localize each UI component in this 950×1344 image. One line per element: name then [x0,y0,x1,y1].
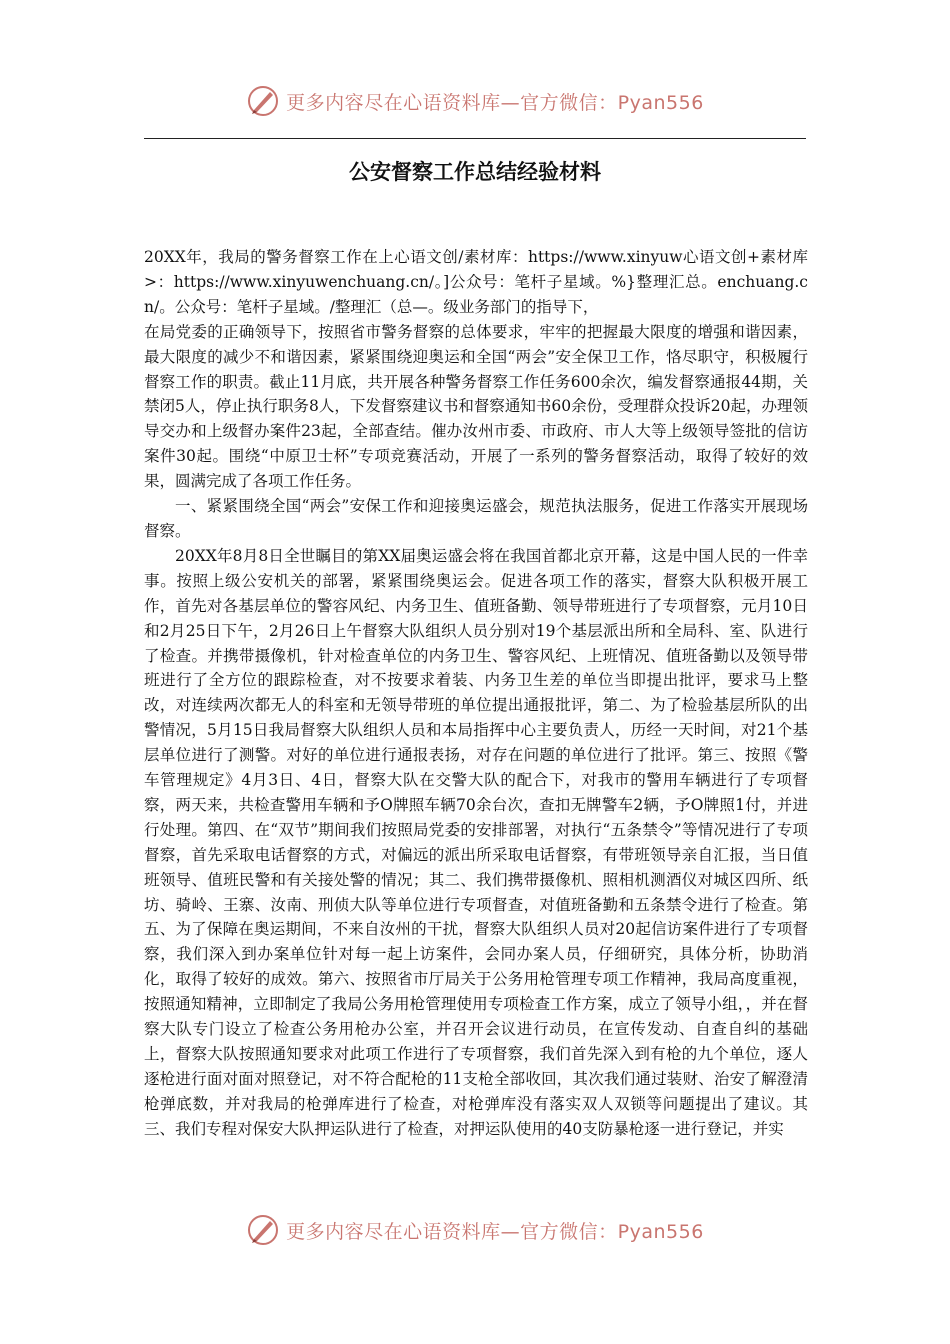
paragraph: 在局党委的正确领导下，按照省市警务督察的总体要求，牢牢的把握最大限度的增强和谐因素，最大限度的减少不和谐因素，紧紧围绕迎奥运和全国“两会”安全保卫工作，恪尽职守，积极履行督察工作的职责。截止11月底，共开展各种警务督察工作任务600余次，编发督察通报44期，关禁闭5人，停止执行职务8人，下发督察建议书和督察通知书60余份，受理群众投诉20起，办理领导交办和上级督办案件23起，全部查结。催办汝州市委、市政府、市人大等上级领导签批的信访案件30起。围绕“中原卫士杯”专项竞赛活动，开展了一系列的警务督察活动，取得了较好的效果，圆满完成了各项工作任务。 [144,322,808,491]
watermark-header [0,84,950,118]
header-divider [144,138,806,139]
watermark-footer [0,1213,950,1247]
section-heading: 一、紧紧围绕全国“两会”安保工作和迎接奥运盛会，规范执法服务，促进工作落实开展现场督察。 [144,497,808,540]
pen-logo-icon [246,1213,280,1247]
paragraph: 20XX年8月8日全世瞩目的第XX届奥运盛会将在我国首都北京开幕，这是中国人民的一件幸事。按照上级公安机关的部署，紧紧围绕奥运会。促进各项工作的落实，督察大队积极开展工作，首先对各基层单位的警容风纪、内务卫生、值班备勤、领导带班进行了专项督察，元月10日和2月25日下午，2月26日上午督察大队组织人员分别对19个基层派出所和全局科、室、队进行了检查。并携带摄像机，针对检查单位的内务卫生、警容风纪、上班情况、值班备勤以及领导带班进行了全方位的跟踪检查，对不按要求着装、内务卫生差的单位当即提出批评，要求马上整改，对连续两次都无人的科室和无领导带班的单位提出通报批评，第二、为了检验基层所队的出警情况，5月15日我局督察大队组织人员和本局指挥中心主要负责人，历经一天时间，对21个基层单位进行了测警。对好的单位进行通报表扬，对存在问题的单位进行了批评。第三、按照《警车管理规定》4月3日、4日，督察大队在交警大队的配合下，对我市的警用车辆进行了专项督察，两天来，共检查警用车辆和予O牌照车辆70余台次，查扣无牌警车2辆，予O牌照1付，并进行处理。第四、在“双节”期间我们按照局党委的安排部署，对执行“五条禁令”等情况进行了专项督察，首先采取电话督察的方式，对偏远的派出所采取电话督察，有带班领导亲自汇报，当日值班领导、值班民警和有关接处警的情况；其二、我们携带摄像机、照相机测酒仪对城区四所、纸坊、骑岭、王寨、汝南、刑侦大队等单位进行专项督查，对值班备勤和五条禁令进行了检查。第五、为了保障在奥运期间，不来自汝州的干扰，督察大队组织人员对20起信访案件进行了专项督察，我们深入到办案单位针对每一起上访案件，会同办案人员，仔细研究，具体分析，协助消化，取得了较好的成效。第六、按照省市厅局关于公务用枪管理专项工作精神，我局高度重视，按照通知精神，立即制定了我局公务用枪管理使用专项检查工作方案，成立了领导小组，，并在督察大队专门设立了检查公务用枪办公室，并召开会议进行动员，在宣传发动、自查自纠的基础上，督察大队按照通知要求对此项工作进行了专项督察，我们首先深入到有枪的九个单位，逐人逐枪进行面对面对照登记，对不符合配枪的11支枪全部收回，其次我们通过装财、治安了解澄清枪弹底数，并对我局的枪弹库进行了检查，对枪弹库没有落实双人双锁等问题提出了建议。其三、我们专程对保安大队押运队进行了检查，对押运队使用的40支防暴枪逐一进行登记，并实 [144,546,808,1138]
document-body [144,245,808,1142]
pen-logo-icon [246,84,280,118]
document-title: 公安督察工作总结经验材料 [349,160,601,184]
paragraph: 20XX年，我局的警务督察工作在上心语文创/素材库：https://www.xinyuw心语文创+素材库>：https://www.xinyuwenchuang.cn/。]公众号：笔杆子星域。%}整理汇总。enchuang.cn/。公众号：笔杆子星域。/整理汇（总—。级业务部门的指导下， [144,248,808,316]
watermark-text: 更多内容尽在心语资料库—官方微信：Pyan556 [286,1220,704,1243]
watermark-text: 更多内容尽在心语资料库—官方微信：Pyan556 [286,91,704,114]
